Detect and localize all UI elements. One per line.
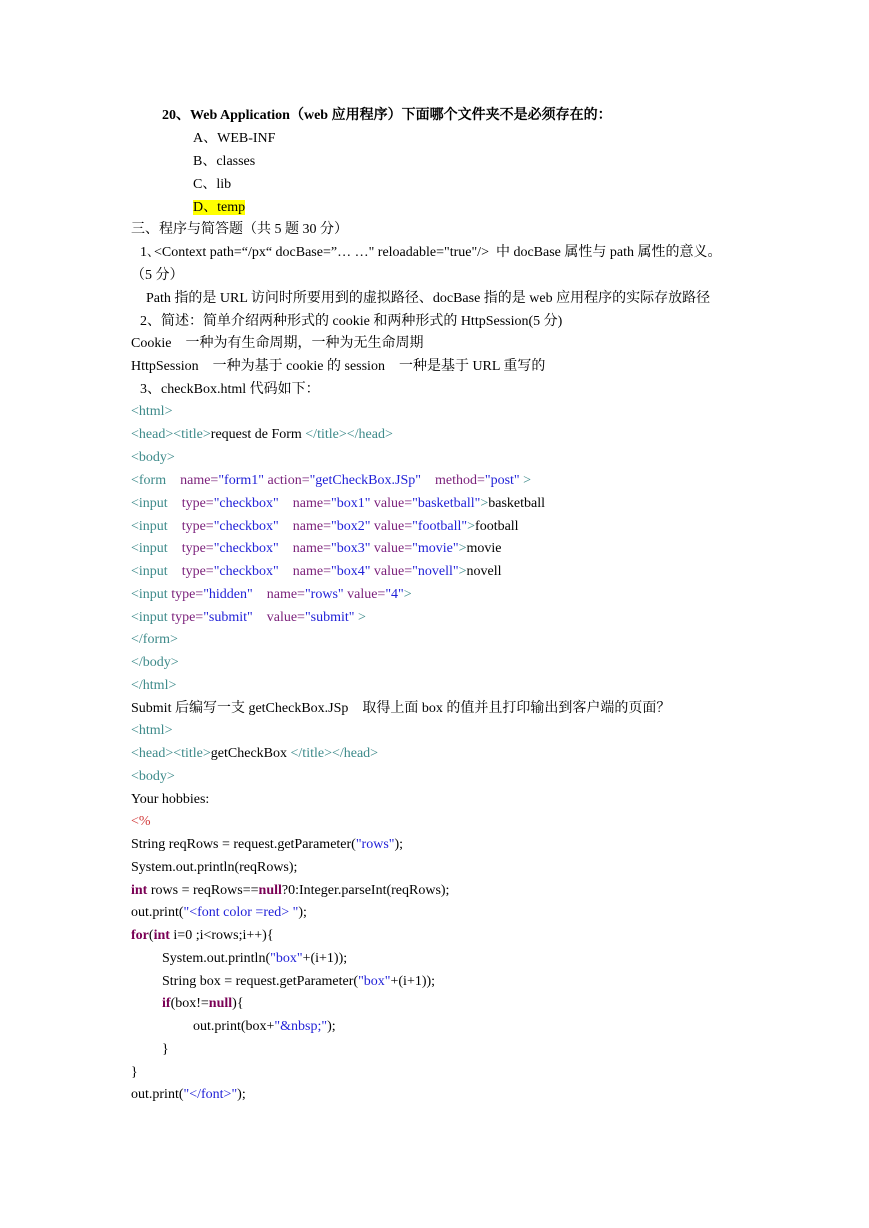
option-a: A、WEB-INF <box>193 131 276 146</box>
code-form-close: </form> <box>131 632 178 647</box>
section-3-heading: 三、程序与简答题（共 5 题 30 分） <box>131 222 348 237</box>
option-d <box>193 197 245 219</box>
jsp-code-line: } <box>131 1065 138 1080</box>
q1-text: 1､<Context path=“/px“ docBase=”… …" reloadable="true"/> 中 docBase 属性与 path 属性的意义。 <box>140 245 722 260</box>
code-input-line: <input type="checkbox" name="box3" value="movie">movie <box>131 541 502 556</box>
jsp-code-line: for(int i=0 ;i<rows;i++){ <box>131 928 274 943</box>
code-input-line: <input type="checkbox" name="box4" value="novell">novell <box>131 564 502 579</box>
code-submit-input-line: <input type="submit" value="submit" > <box>131 610 366 625</box>
jsp-scriptlet-open: <% <box>131 814 151 829</box>
code-html-open: <html> <box>131 404 173 419</box>
q2-answer-cookie: Cookie 一种为有生命周期，一种为无生命周期 <box>131 336 424 351</box>
code-input-line: <input type="checkbox" name="box1" value="basketball">basketball <box>131 496 546 511</box>
q2-answer-session: HttpSession 一种为基于 cookie 的 session 一种是基于 URL 重写的 <box>131 359 546 374</box>
code-hidden-input-line: <input type="hidden" name="rows" value="4"> <box>131 587 412 602</box>
option-d-highlight: D、temp <box>193 200 246 215</box>
q2-text: 2、简述：简单介绍两种形式的 cookie 和两种形式的 HttpSession(5 分) <box>140 314 563 329</box>
jsp-body-open: <body> <box>131 769 175 784</box>
code-html-close: </html> <box>131 678 177 693</box>
jsp-head-line: <head><title>getCheckBox </title></head> <box>131 746 379 761</box>
code-form-line: <form name="form1" action="getCheckBox.JSp" method="post" > <box>131 473 532 488</box>
jsp-code-line: String reqRows = request.getParameter("rows"); <box>131 837 404 852</box>
option-b: B、classes <box>193 154 256 169</box>
code-input-line: <input type="checkbox" name="box2" value="football">football <box>131 519 519 534</box>
code-body-open: <body> <box>131 450 175 465</box>
q3-prompt: Submit 后编写一支 getCheckBox.JSp 取得上面 box 的值并且打印输出到客户端的页面？ <box>131 701 671 716</box>
jsp-code-line: System.out.println("box"+(i+1)); <box>162 951 348 966</box>
option-c: C、lib <box>193 177 232 192</box>
jsp-code-line: System.out.println(reqRows); <box>131 860 298 875</box>
q3-text: 3、checkBox.html 代码如下： <box>140 382 320 397</box>
question-20-title: 20、Web Application（web 应用程序）下面哪个文件夹不是必须存在的： <box>162 108 612 123</box>
q1-answer: Path 指的是 URL 访问时所要用到的虚拟路径、docBase 指的是 web 应用程序的实际存放路径 <box>146 291 711 306</box>
jsp-html-open: <html> <box>131 723 173 738</box>
jsp-code-line: out.print("</font>"); <box>131 1087 246 1102</box>
jsp-code-line: if(box!=null){ <box>162 996 244 1011</box>
code-head-line: <head><title>request de Form </title></head> <box>131 427 393 442</box>
jsp-code-line: } <box>162 1042 169 1057</box>
jsp-your-hobbies: Your hobbies: <box>131 792 210 807</box>
jsp-code-line: String box = request.getParameter("box"+(i+1)); <box>162 974 436 989</box>
jsp-code-line: out.print(box+"&nbsp;"); <box>193 1019 336 1034</box>
q1-score: （5 分） <box>131 268 184 283</box>
code-body-close: </body> <box>131 655 179 670</box>
jsp-code-line: int rows = reqRows==null?0:Integer.parseInt(reqRows); <box>131 883 450 898</box>
jsp-code-line: out.print("<font color =red> "); <box>131 905 307 920</box>
